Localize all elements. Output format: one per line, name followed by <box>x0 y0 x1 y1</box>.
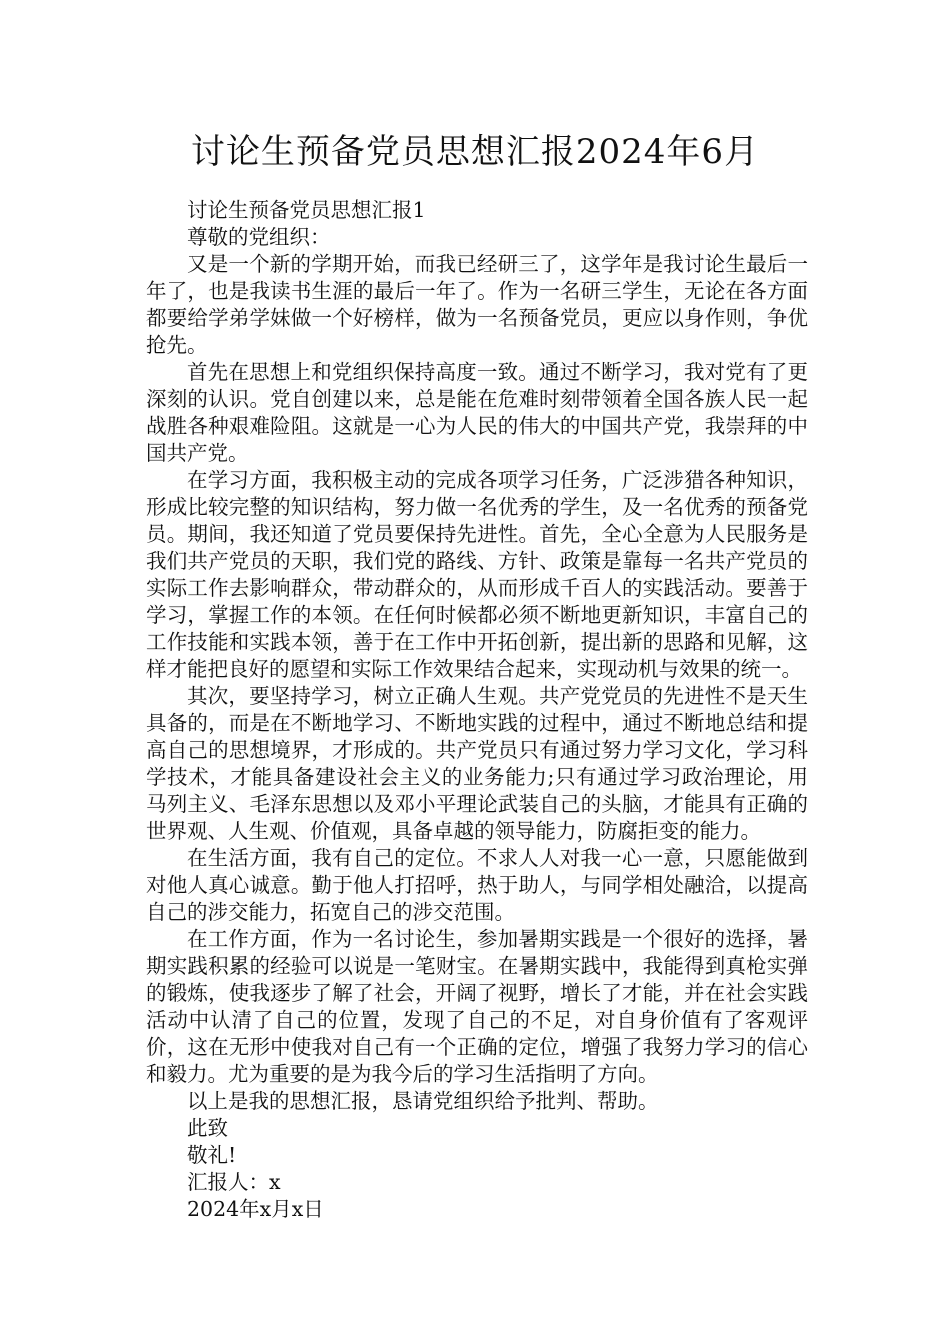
document-subtitle: 讨论生预备党员思想汇报1 <box>187 198 426 222</box>
closing-line: 此致 <box>187 1116 228 1140</box>
paragraph: 在生活方面，我有自己的定位。不求人人对我一心一意，只愿能做到对他人真心诚意。勤于他人打招呼，热于助人，与同学相处融洽，以提高自己的涉交能力，拓宽自己的涉交范围。 <box>146 846 808 924</box>
paragraph: 以上是我的思想汇报，恳请党组织给予批判、帮助。 <box>187 1089 659 1113</box>
signature: 汇报人：x <box>187 1170 281 1194</box>
closing-line: 敬礼! <box>187 1143 237 1167</box>
paragraph: 又是一个新的学期开始，而我已经研三了，这学年是我讨论生最后一年了，也是我读书生涯的最后一年了。作为一名研三学生，无论在各方面都要给学弟学妹做一个好榜样，做为一名预备党员，更应以身作则，争优抢先。 <box>146 252 808 357</box>
paragraph: 其次，要坚持学习，树立正确人生观。共产党党员的先进性不是天生具备的，而是在不断地学习、不断地实践的过程中，通过不断地总结和提高自己的思想境界，才形成的。共产党员只有通过努力学习文化，学习科学技术，才能具备建设社会主义的业务能力;只有通过学习政治理论，用马列主义、毛泽东思想以及邓小平理论武装自己的头脑，才能具有正确的世界观、人生观、价值观，具备卓越的领导能力，防腐拒变的能力。 <box>146 684 808 843</box>
paragraph: 在工作方面，作为一名讨论生，参加暑期实践是一个很好的选择，暑期实践积累的经验可以说是一笔财宝。在暑期实践中，我能得到真枪实弹的锻炼，使我逐步了解了社会，开阔了视野，增长了才能，并在社会实践活动中认清了自己的位置，发现了自己的不足，对自身价值有了客观评价，这在无形中使我对自己有一个正确的定位，增强了我努力学习的信心和毅力。尤为重要的是为我今后的学习生活指明了方向。 <box>146 927 808 1086</box>
salutation: 尊敬的党组织： <box>187 225 331 249</box>
paragraph: 在学习方面，我积极主动的完成各项学习任务，广泛涉猎各种知识，形成比较完整的知识结构，努力做一名优秀的学生，及一名优秀的预备党员。期间，我还知道了党员要保持先进性。首先，全心全意为人民服务是我们共产党员的天职，我们党的路线、方针、政策是靠每一名共产党员的实际工作去影响群众，带动群众的，从而形成千百人的实践活动。要善于学习，掌握工作的本领。在任何时候都必须不断地更新知识，丰富自己的工作技能和实践本领，善于在工作中开拓创新，提出新的思路和见解，这样才能把良好的愿望和实际工作效果结合起来，实现动机与效果的统一。 <box>146 468 808 681</box>
document-title: 讨论生预备党员思想汇报2024年6月 <box>190 132 760 172</box>
date: 2024年x月x日 <box>187 1197 324 1221</box>
paragraph: 首先在思想上和党组织保持高度一致。通过不断学习，我对党有了更深刻的认识。党自创建以来，总是能在危难时刻带领着全国各族人民一起战胜各种艰难险阻。这就是一心为人民的伟大的中国共产党，我崇拜的中国共产党。 <box>146 360 808 465</box>
document-body <box>146 197 808 1223</box>
